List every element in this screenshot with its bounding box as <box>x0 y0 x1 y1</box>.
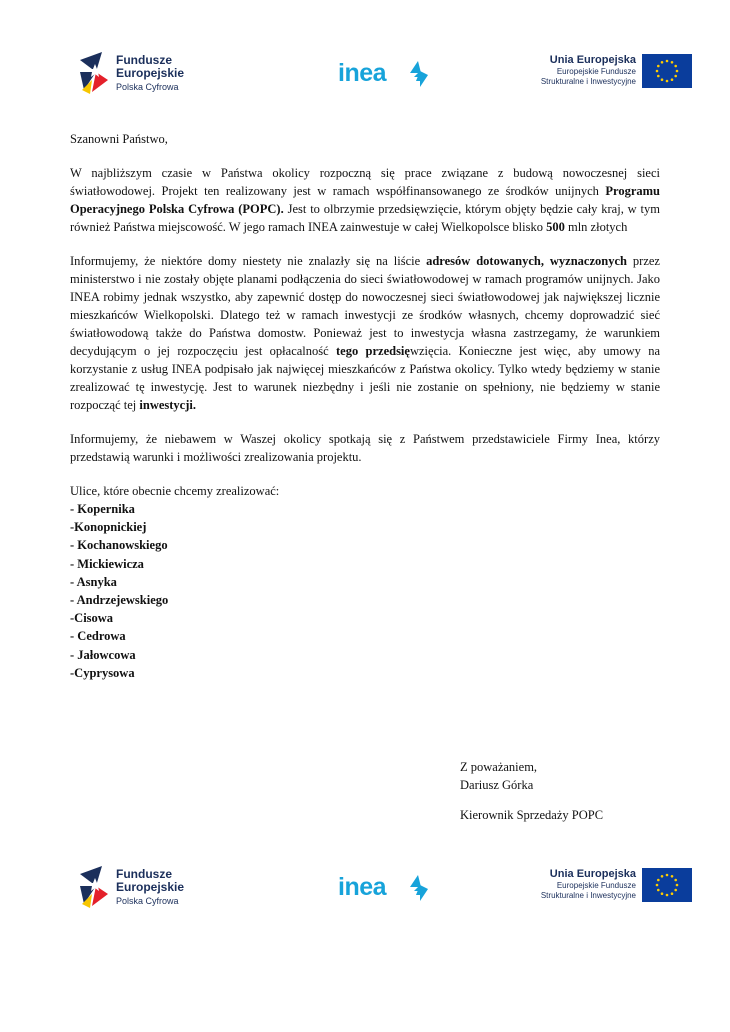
inea-logo <box>338 58 438 92</box>
street-item: -Cisowa <box>70 611 114 626</box>
p1-text-e: mln złotych <box>564 220 628 234</box>
fe-title-line2: Europejskie <box>116 66 185 80</box>
fe-title-line1: Fundusze <box>116 867 172 881</box>
p1-text-a: W najbliższym czasie w Państwa okolicy rozpoczną się prace związane z budową nowoczesnej sieci światłowodowej. Projekt ten realizowany jest w ramach współfinansowanego ze środków unijnych <box>70 166 660 198</box>
eu-title: Unia Europejska <box>549 54 636 66</box>
street-item: -Cyprysowa <box>70 665 135 680</box>
fundusze-europejskie-star-icon <box>78 50 112 94</box>
fe-title-line1: Fundusze <box>116 53 172 67</box>
fe-subtitle: Polska Cyfrowa <box>116 82 179 92</box>
inea-swirl-icon <box>404 873 434 903</box>
fe-text-block <box>116 54 184 93</box>
p2-bold-addresses: adresów dotowanych, wyznaczonych <box>426 254 627 268</box>
letter-body <box>70 130 660 682</box>
street-item: - Asnyka <box>70 574 117 589</box>
signature-closing: Z poważaniem, <box>460 760 538 774</box>
eu-subtitle-line1: Europejskie Fundusze <box>556 67 636 76</box>
p1-text-c: Jest to olbrzymie przedsięwzięcie, którym objęty będzie cały kraj, w tym również Państwa miejscowość. W jego ramach INEA zainwestuje w całej Wielkopolsce blisko <box>70 202 661 234</box>
eu-flag-icon <box>642 54 692 88</box>
inea-swirl-icon <box>404 59 434 89</box>
fe-subtitle: Polska Cyfrowa <box>116 896 179 906</box>
p2-bold-undertaking: tego przedsię <box>336 344 410 358</box>
footer-logos <box>0 858 730 918</box>
fe-text-block <box>116 868 184 907</box>
signature-title: Kierownik Sprzedaży POPC <box>460 808 604 822</box>
inea-logo <box>338 872 438 906</box>
fe-title-line2: Europejskie <box>116 880 185 894</box>
eu-text-block <box>526 868 636 901</box>
p2-text-c: przez ministerstwo i nie zostały objęte planami podłączenia do sieci światłowodowej w ramach programów unijnych. Jako INEA robimy jednak wszystko, aby zapewnić dostęp do nowoczesnej sieci światłowodowej jak największej licznie mieszkańców Wielkopolski. Dlatego też w ramach inwestycji ze środków własnych, chcemy doprowadzić sieć światłowodową także do Państwa domostw. Ponieważ jest to inwestycja własna zastrzegamy, że warunkiem decydującym o jej rozpoczęciu jest opłacalność <box>70 254 660 358</box>
street-list <box>70 500 660 682</box>
eu-flag-icon <box>642 868 692 902</box>
fundusze-europejskie-star-icon <box>78 864 112 908</box>
eu-text-block <box>526 54 636 87</box>
street-item: - Jałowcowa <box>70 647 136 662</box>
p1-program-name: Programu Operacyjnego Polska Cyfrowa (POPC). <box>70 184 660 216</box>
streets-intro: Ulice, które obecnie chcemy zrealizować: <box>70 484 280 498</box>
paragraph-2 <box>70 252 660 414</box>
inea-wordmark: inea <box>338 59 387 87</box>
street-item: - Mickiewicza <box>70 556 144 571</box>
paragraph-1 <box>70 164 660 236</box>
fundusze-europejskie-logo <box>78 864 198 912</box>
p2-text-e: wzięcia. Konieczne jest więc, aby umowy na korzystanie z usług INEA podpisało jak najwięcej mieszkańców z Państwa okolicy. Tylko wtedy będziemy w stanie zrealizować tę inwestycję. Jest to warunek niezbędny i jeśli nie zostanie on spełniony, nie będziemy w stanie rozpocząć tej <box>70 344 660 412</box>
header-logos <box>0 44 730 104</box>
signature-block <box>460 758 603 824</box>
signature-name: Dariusz Górka <box>460 778 534 792</box>
street-item: - Kopernika <box>70 502 135 516</box>
street-item: - Kochanowskiego <box>70 538 168 553</box>
eu-title: Unia Europejska <box>549 868 636 880</box>
eu-subtitle-line2: Strukturalne i Inwestycyjne <box>540 891 636 900</box>
street-item: - Cedrowa <box>70 629 126 644</box>
unia-europejska-logo <box>540 866 692 910</box>
p2-text-a: Informujemy, że niektóre domy niestety nie znalazły się na liście <box>70 254 427 268</box>
unia-europejska-logo <box>540 52 692 96</box>
paragraph-3: Informujemy, że niebawem w Waszej okolicy spotkają się z Państwem przedstawiciele Firmy Inea, którzy przedstawią warunki i możliwości zrealizowania projektu. <box>70 432 660 464</box>
greeting: Szanowni Państwo, <box>70 132 168 146</box>
eu-subtitle-line1: Europejskie Fundusze <box>556 881 636 890</box>
inea-wordmark: inea <box>338 873 387 901</box>
street-item: - Andrzejewskiego <box>70 593 169 608</box>
p1-amount: 500 <box>546 220 565 234</box>
fundusze-europejskie-logo <box>78 50 198 98</box>
street-item: -Konopnickiej <box>70 520 147 535</box>
p2-bold-investment: inwestycji. <box>139 398 196 412</box>
eu-subtitle-line2: Strukturalne i Inwestycyjne <box>540 77 636 86</box>
